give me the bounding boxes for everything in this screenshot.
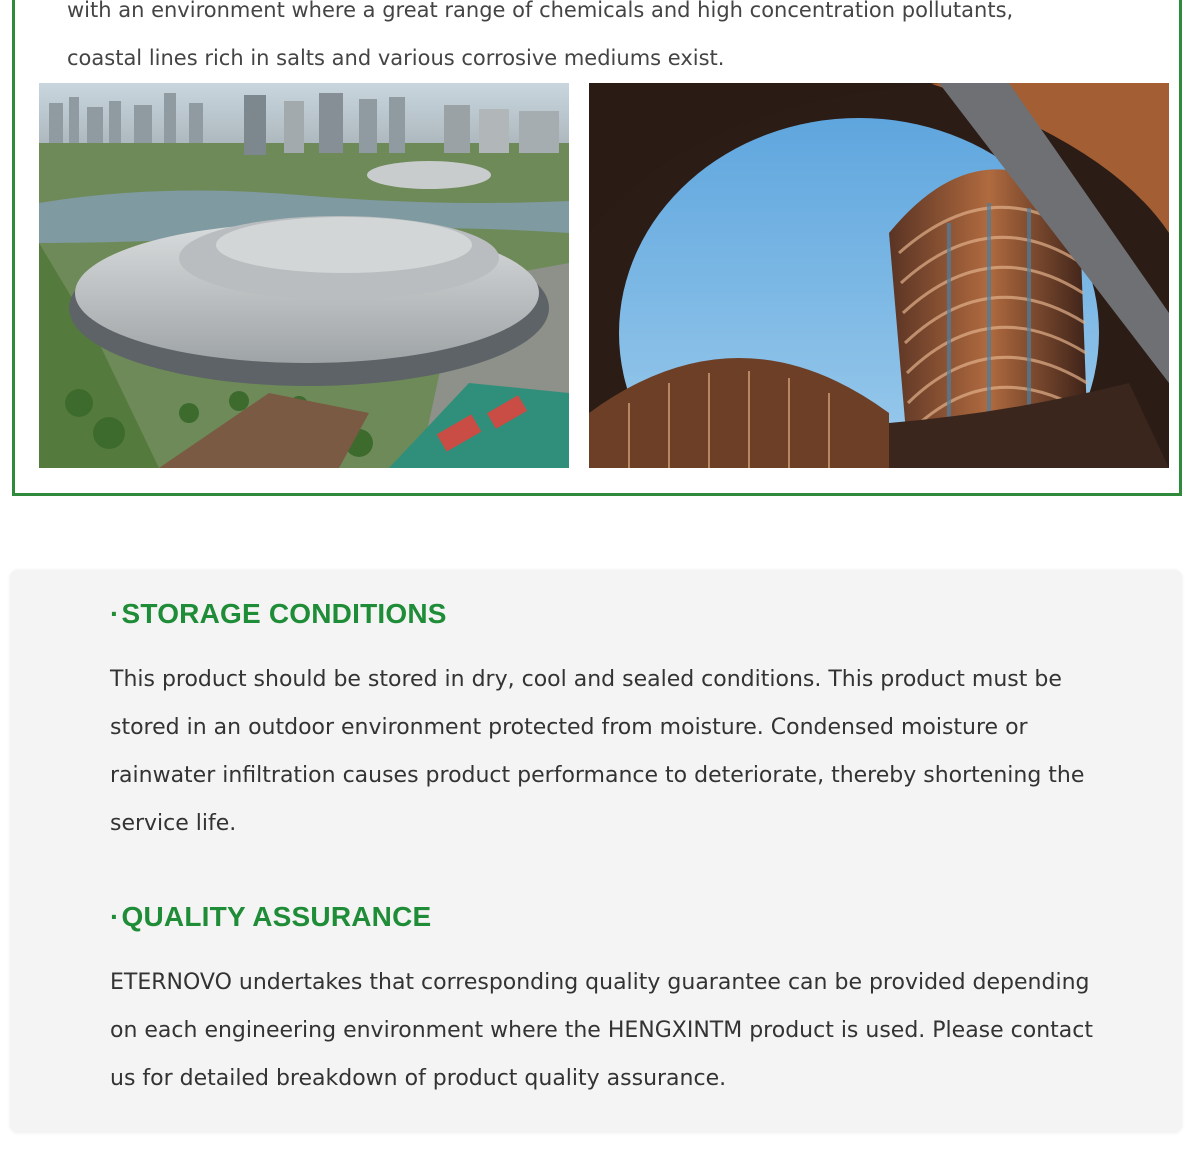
tower-photo <box>589 83 1169 468</box>
storage-title: STORAGE CONDITIONS <box>121 598 447 629</box>
quality-title: QUALITY ASSURANCE <box>121 901 432 932</box>
quality-heading <box>110 899 1110 935</box>
storage-bullet: · <box>110 598 120 629</box>
storage-body: This product should be stored in dry, cool and sealed conditions. This product must be stored in an outdoor environment protected from moisture. Condensed moisture or rainwater infiltration causes product performance to deteriorate, thereby shortening the service life. <box>110 667 1085 836</box>
quality-bullet: · <box>110 901 120 932</box>
intro-line-1: with an environment where a great range of chemicals and high concentration pollutants, <box>67 0 1014 22</box>
stadium-illustration <box>39 83 569 468</box>
info-panel <box>10 570 1182 1133</box>
quality-body: ETERNOVO undertakes that corresponding quality guarantee can be provided depending on each engineering environment where the HENGXINTM product is used. Please contact us for detailed breakdown of product quality assurance. <box>110 970 1093 1091</box>
stadium-photo <box>39 83 569 468</box>
intro-text <box>67 0 1147 82</box>
application-box <box>12 0 1182 496</box>
tower-illustration <box>589 83 1169 468</box>
quality-section <box>110 899 1110 1103</box>
storage-section <box>110 596 1110 848</box>
intro-line-2: coastal lines rich in salts and various corrosive mediums exist. <box>67 46 725 70</box>
storage-heading <box>110 596 1110 632</box>
